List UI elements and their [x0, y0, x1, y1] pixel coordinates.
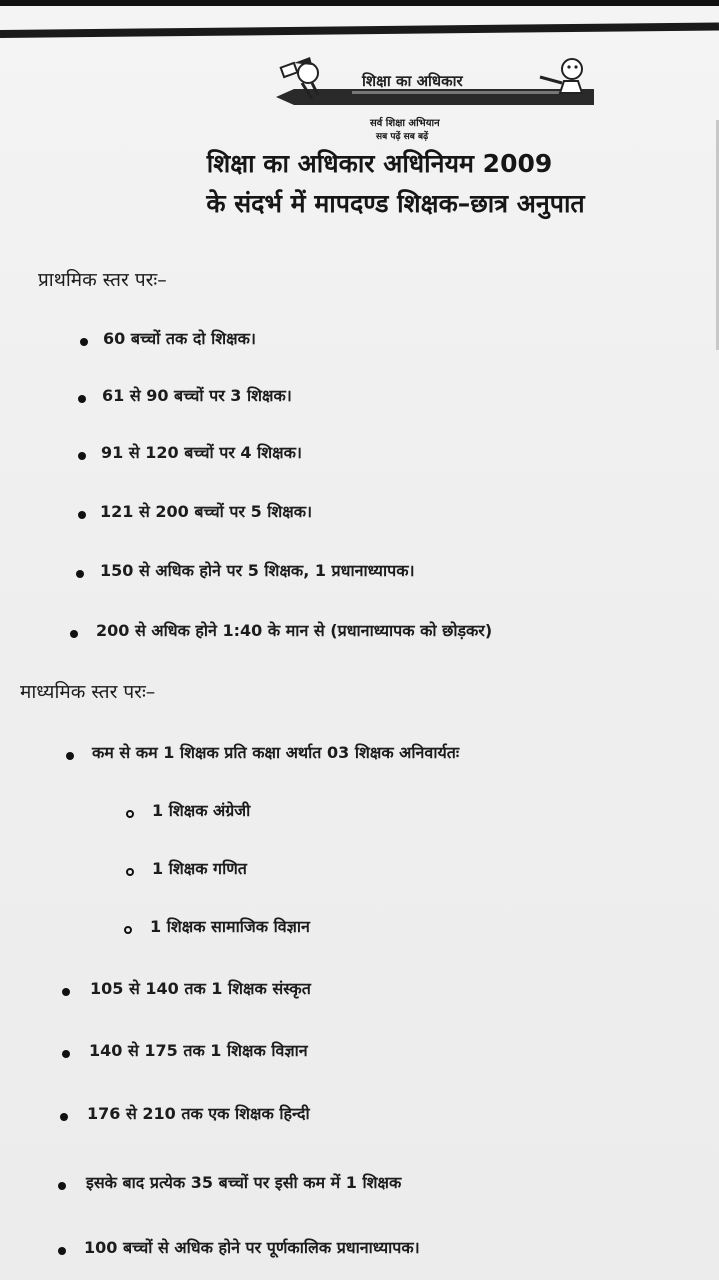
top-rule [0, 22, 719, 38]
primary-item-5: 150 से अधिक होने पर 5 शिक्षक, 1 प्रधानाध्यापक। [100, 561, 415, 580]
sub-bullet-icon [126, 868, 134, 876]
secondary-subitem-3: 1 शिक्षक सामाजिक विज्ञान [150, 917, 310, 936]
primary-item-1: 60 बच्चों तक दो शिक्षक। [103, 329, 256, 348]
primary-section-title: प्राथमिक स्तर परः– [38, 269, 167, 291]
sub-bullet-icon [124, 926, 132, 934]
secondary-item-5: इसके बाद प्रत्येक 35 बच्चों पर इसी कम में 1 शिक्षक [86, 1173, 402, 1192]
logo-title: शिक्षा का अधिकार [362, 72, 463, 90]
page-title-line1: शिक्षा का अधिकार अधिनियम 2009 [206, 149, 553, 178]
rte-logo [272, 55, 602, 150]
bullet-icon [70, 630, 78, 638]
secondary-item-6: 100 बच्चों से अधिक होने पर पूर्णकालिक प्रधानाध्यापक। [84, 1238, 420, 1257]
bullet-icon [78, 511, 86, 519]
primary-item-6: 200 से अधिक होने 1:40 के मान से (प्रधानाध्यापक को छोड़कर) [96, 621, 493, 640]
bullet-icon [76, 570, 84, 578]
secondary-item-4: 176 से 210 तक एक शिक्षक हिन्दी [87, 1104, 310, 1123]
primary-item-2: 61 से 90 बच्चों पर 3 शिक्षक। [102, 386, 292, 405]
bullet-icon [78, 395, 86, 403]
bullet-icon [60, 1113, 68, 1121]
top-border [0, 0, 719, 6]
secondary-subitem-2: 1 शिक्षक गणित [152, 859, 247, 878]
logo-subtitle: सर्व शिक्षा अभियान [370, 118, 440, 129]
secondary-item-3: 140 से 175 तक 1 शिक्षक विज्ञान [89, 1041, 308, 1060]
secondary-item-2: 105 से 140 तक 1 शिक्षक संस्कृत [90, 979, 311, 998]
bullet-icon [78, 452, 86, 460]
bullet-icon [58, 1247, 66, 1255]
secondary-section-title: माध्यमिक स्तर परः– [20, 681, 156, 703]
bullet-icon [58, 1182, 66, 1190]
primary-item-3: 91 से 120 बच्चों पर 4 शिक्षक। [101, 443, 302, 462]
bullet-icon [80, 338, 88, 346]
secondary-subitem-1: 1 शिक्षक अंग्रेजी [152, 801, 251, 820]
page-title-line2: के संदर्भ में मापदण्ड शिक्षक–छात्र अनुपात [206, 189, 585, 218]
secondary-item-1: कम से कम 1 शिक्षक प्रति कक्षा अर्थात 03 शिक्षक अनिवार्यतः [92, 743, 460, 762]
bullet-icon [62, 1050, 70, 1058]
primary-item-4: 121 से 200 बच्चों पर 5 शिक्षक। [100, 502, 313, 521]
logo-tagline: सब पढ़ें सब बढ़ें [376, 132, 429, 142]
bullet-icon [66, 752, 74, 760]
sub-bullet-icon [126, 810, 134, 818]
bullet-icon [62, 988, 70, 996]
